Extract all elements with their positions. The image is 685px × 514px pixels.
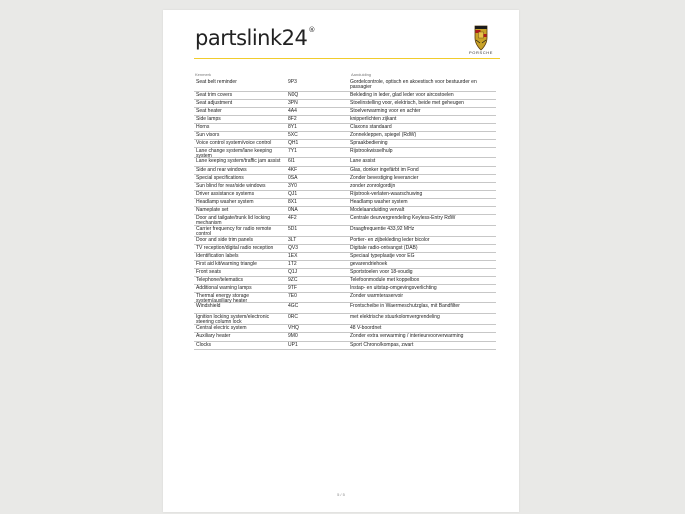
feature-name: Central electric system (196, 325, 247, 331)
feature-code: 0RC (288, 314, 299, 320)
table-row (194, 215, 496, 226)
feature-code: 7Y1 (288, 148, 297, 154)
feature-code: 3PN (288, 100, 298, 106)
table-row (194, 277, 496, 285)
feature-name: First aid kit/warning triangle (196, 261, 257, 267)
feature-code: VHQ (288, 325, 299, 331)
header-divider (194, 58, 500, 59)
feature-code: Q1J (288, 269, 298, 275)
feature-description: gevarendriehoek (350, 261, 388, 267)
feature-name: Identification labels (196, 253, 239, 259)
table-row (194, 293, 496, 303)
table-row (194, 108, 496, 116)
feature-code: 8X1 (288, 199, 297, 205)
feature-name: Lane change system/lane keeping system (196, 148, 272, 159)
table-row (194, 92, 496, 100)
feature-name: Driver assistance systems (196, 191, 255, 197)
feature-description: knipperlichten zijkant (350, 116, 397, 122)
column-header-designation: Aanduiding (351, 72, 372, 77)
feature-name: Windshield (196, 303, 221, 309)
feature-name: Side lamps (196, 116, 221, 122)
table-row (194, 79, 496, 92)
feature-description: Digitale radio-ontvangst (DAB) (350, 245, 418, 251)
table-row (194, 140, 496, 148)
feature-name: Seat adjustment (196, 100, 233, 106)
feature-code: 9P3 (288, 79, 297, 85)
table-row (194, 325, 496, 333)
feature-name: Carrier frequency for radio remote control (196, 226, 272, 237)
table-row (194, 100, 496, 108)
table-row (194, 148, 496, 158)
feature-code: 0SA (288, 175, 298, 181)
table-header (195, 72, 495, 78)
feature-description: Spraakbediening (350, 140, 388, 146)
feature-description: Headlamp washer system (350, 199, 408, 205)
table-row (194, 285, 496, 293)
logo-text: partslink24 (195, 26, 308, 50)
feature-code: 6I1 (288, 158, 295, 164)
table-row (194, 261, 496, 269)
feature-description: Gordelcontrole, optisch en akoestisch voor bestuurder en passagier (350, 79, 477, 90)
feature-code: QH1 (288, 140, 299, 146)
feature-description: Lane assist (350, 158, 376, 164)
feature-name: Special specifications (196, 175, 244, 181)
feature-description: Telefoonmodule met koppelbox (350, 277, 420, 283)
feature-description: Stoelinstelling voor, elektrisch, beide met geheugen (350, 100, 464, 106)
feature-description: Zonder warmteraservoir (350, 293, 404, 299)
feature-code: 3Y0 (288, 183, 297, 189)
feature-name: Headlamp washer system (196, 199, 254, 205)
feature-name: Ignition locking system/electronic steering column lock (196, 314, 270, 325)
feature-code: N0Q (288, 92, 299, 98)
document-page (163, 10, 519, 512)
table-row (194, 303, 496, 314)
feature-name: Voice control system/voice control (196, 140, 272, 146)
feature-name: Door and side trim panels (196, 237, 253, 243)
feature-code: 4GC (288, 303, 299, 309)
feature-code: 4F2 (288, 215, 297, 221)
table-row (194, 175, 496, 183)
feature-name: TV reception/digital radio reception (196, 245, 274, 251)
feature-code: 4KF (288, 167, 298, 173)
feature-description: Sportstoelen voor 18-voudig (350, 269, 413, 275)
table-row (194, 167, 496, 175)
logo-registered-mark: ® (308, 26, 315, 34)
feature-code: QJ1 (288, 191, 298, 197)
feature-name: Telephone/telematics (196, 277, 243, 283)
table-row (194, 124, 496, 132)
feature-description: Rijstrookwisselhulp (350, 148, 393, 154)
table-row (194, 226, 496, 237)
feature-description: Sport Chrono/kompas, zwart (350, 342, 414, 348)
feature-description: Stoelverwarming voor en achter (350, 108, 421, 114)
table-row (194, 245, 496, 253)
feature-code: 8F2 (288, 116, 297, 122)
feature-code: 5D1 (288, 226, 298, 232)
feature-description: Zonder extra verwarming / interieurvoorverwarming (350, 333, 464, 339)
feature-description: 48 V-boordnet (350, 325, 382, 331)
feature-name: Nameplate set (196, 207, 229, 213)
feature-name: Seat heater (196, 108, 222, 114)
table-row (194, 253, 496, 261)
feature-description: met elektrische stuurkolomvergrendeling (350, 314, 440, 320)
table-row (194, 269, 496, 277)
feature-name: Side and rear windows (196, 167, 247, 173)
table-row (194, 191, 496, 199)
feature-description: Zonder bevestiging leverancier (350, 175, 419, 181)
feature-description: Zonnekleppen, spiegel (RdW) (350, 132, 417, 138)
feature-code: 9ZC (288, 277, 298, 283)
feature-code: QV3 (288, 245, 299, 251)
feature-code: 1EX (288, 253, 298, 259)
feature-name: Seat belt reminder (196, 79, 237, 85)
column-header-feature: Kenmerk (195, 72, 212, 77)
feature-description: Centrale deurvergrendeling Keyless-Entry RdW (350, 215, 456, 221)
feature-code: 5XC (288, 132, 298, 138)
feature-description: zonder zonrolgordijn (350, 183, 396, 189)
feature-code: 4A4 (288, 108, 297, 114)
feature-name: Clocks (196, 342, 212, 348)
feature-name: Lane keeping system/traffic jam assist (196, 158, 281, 164)
feature-name: Horns (196, 124, 210, 130)
feature-name: Sun visors (196, 132, 220, 138)
table-row (194, 158, 496, 167)
feature-description: Portier- en zijbekleding leder bicolor (350, 237, 430, 243)
feature-description: Claxons standaard (350, 124, 392, 130)
feature-code: 9M0 (288, 333, 298, 339)
porsche-wordmark: PORSCHE (469, 50, 493, 55)
table-row (194, 183, 496, 191)
feature-description: Instap- en uitstap-omgevingsverlichting (350, 285, 437, 291)
feature-code: 3LT (288, 237, 297, 243)
feature-name: Sun blind for rear/side windows (196, 183, 266, 189)
feature-name: Auxiliary heater (196, 333, 231, 339)
feature-name: Seat trim covers (196, 92, 233, 98)
feature-description: Rijstrook-verlaten-waarschuwing (350, 191, 423, 197)
page-number: 5 / 5 (337, 492, 345, 497)
feature-description: Glas, donker ingefärbt im Fond (350, 167, 419, 173)
feature-name: Thermal energy storage system/auxiliary heater (196, 293, 250, 304)
table-row (194, 342, 496, 350)
feature-code: 8Y1 (288, 124, 297, 130)
feature-name: Front seats (196, 269, 222, 275)
table-row (194, 199, 496, 207)
feature-code: UP1 (288, 342, 298, 348)
table-row (194, 314, 496, 325)
feature-name: Additional warning lamps (196, 285, 252, 291)
feature-code: 7E0 (288, 293, 297, 299)
feature-code: 1T2 (288, 261, 297, 267)
feature-description: Speciaal typeplaatje voor EG (350, 253, 415, 259)
feature-description: Draagfrequentie 433,92 MHz (350, 226, 415, 232)
table-row (194, 237, 496, 245)
feature-description: Bekleding in leder, glad leder voor airco​stoelen (350, 92, 454, 98)
feature-description: Frontscheibe in Waermeschutzglas, mit Bandfilter (350, 303, 460, 309)
feature-description: Modelaanduiding vervalt (350, 207, 405, 213)
feature-code: 0NA (288, 207, 298, 213)
feature-code: 9TF (288, 285, 297, 291)
specification-table (194, 79, 496, 350)
table-row (194, 132, 496, 140)
table-row (194, 207, 496, 215)
feature-name: Door and tailgate/trunk lid locking mechanism (196, 215, 270, 226)
table-row (194, 333, 496, 342)
table-row (194, 116, 496, 124)
partslink24-logo (195, 26, 315, 50)
